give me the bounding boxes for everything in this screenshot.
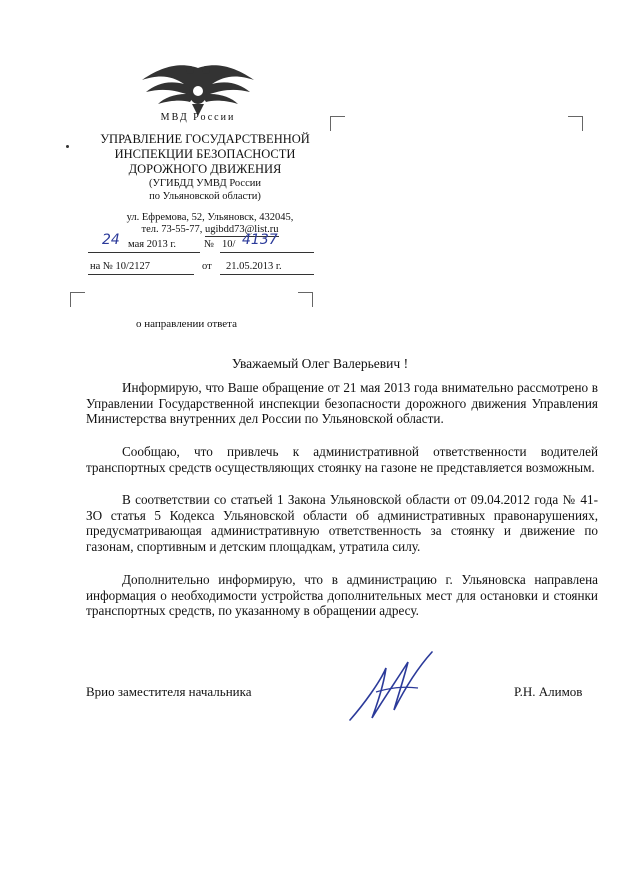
ministry-caption: МВД России — [160, 112, 236, 123]
outgoing-date-field — [88, 232, 200, 253]
date-day-handwritten: 24 — [102, 232, 120, 248]
number-handwritten: 4137 — [242, 232, 278, 248]
handwritten-signature — [340, 648, 440, 728]
reference-date-field — [220, 260, 314, 275]
reference-number-field — [88, 260, 194, 275]
paragraph-4: Дополнительно информирую, что в администрацию г. Ульяновска направлена информация о необходимости устройства дополнительных мест для остановки и стоянки транспортных средств, по указанному в обращении адресу. — [86, 572, 598, 619]
reference-number: на № 10/2127 — [90, 261, 150, 272]
org-region: по Ульяновской области) — [149, 191, 261, 202]
signatory-name: Р.Н. Алимов — [514, 684, 583, 699]
paragraph-1: Информирую, что Ваше обращение от 21 мая 2013 года внимательно рассмотрено в Управлении Государственной инспекции безопасности дорожного движения Управления Министерства внутренних дел России по Ульяновской области. — [86, 380, 598, 427]
outgoing-number-field — [220, 232, 314, 253]
mvd-emblem-icon — [138, 60, 258, 118]
reference-from-label: от — [202, 261, 212, 272]
reference-date: 21.05.2013 г. — [226, 261, 282, 272]
corner-mark-top-right — [568, 116, 583, 131]
signatory-position: Врио заместителя начальника — [86, 684, 252, 699]
org-abbreviation: (УГИБДД УМВД России — [149, 178, 261, 189]
greeting: Уважаемый Олег Валерьевич ! — [231, 356, 409, 371]
corner-mark-subject-left — [70, 292, 85, 307]
street-address: ул. Ефремова, 52, Ульяновск, 432045, — [126, 212, 294, 223]
subject-line: о направлении ответа — [136, 318, 237, 330]
paragraph-3: В соответствии со статьей 1 Закона Ульяновской области от 09.04.2012 года № 41-ЗО статья 5 Кодекса Ульяновской области об административных правонарушениях, предусматривающая административную ответственность за стоянку и движение по газонам, спортивным и детским площадкам, утратила силу. — [86, 492, 598, 554]
corner-mark-top-left — [330, 116, 345, 131]
organization-header — [80, 132, 330, 203]
corner-mark-subject-right — [298, 292, 313, 307]
number-prefix: 10/ — [222, 239, 236, 250]
org-line-2: ИНСПЕКЦИИ БЕЗОПАСНОСТИ — [114, 147, 296, 161]
date-month-year: мая 2013 г. — [128, 239, 177, 250]
org-line-1: УПРАВЛЕНИЕ ГОСУДАРСТВЕННОЙ — [100, 132, 310, 146]
mark-dot — [66, 145, 69, 148]
org-line-3: ДОРОЖНОГО ДВИЖЕНИЯ — [128, 162, 282, 176]
email-link[interactable]: ugibdd73@list.ru — [204, 224, 279, 235]
phone: тел. 73-55-77, — [141, 224, 205, 235]
paragraph-2: Сообщаю, что привлечь к административной ответственности водителей транспортных средств осуществляющих стоянку на газоне не представляется возможным. — [86, 444, 598, 475]
number-label: № — [204, 239, 215, 250]
